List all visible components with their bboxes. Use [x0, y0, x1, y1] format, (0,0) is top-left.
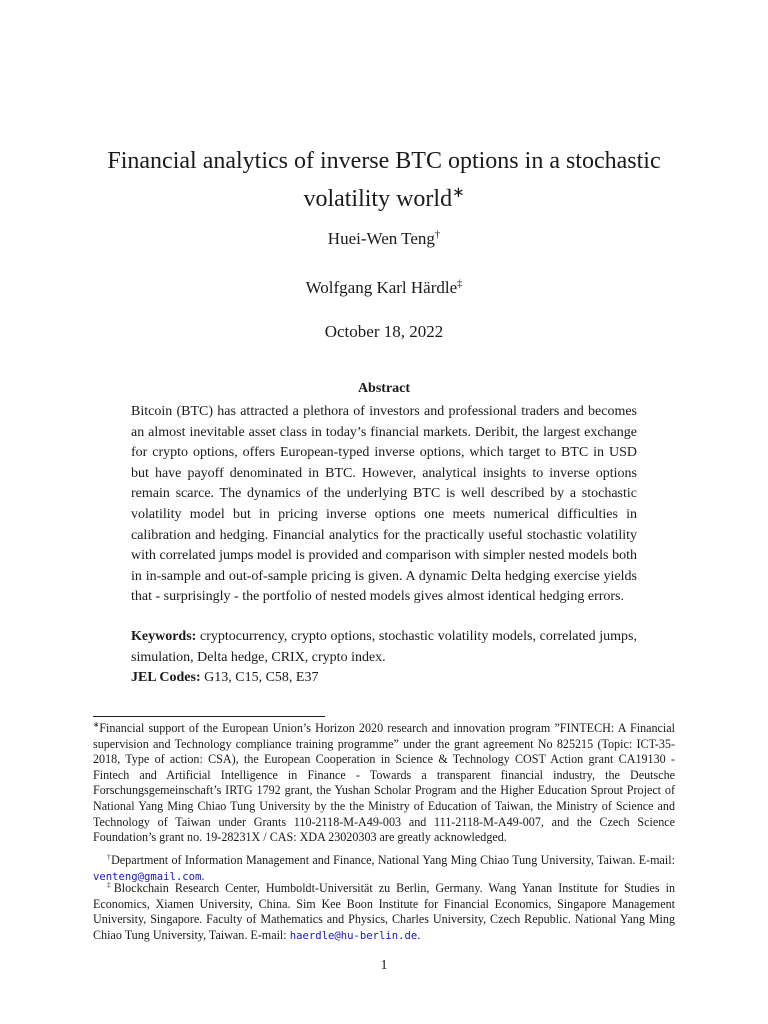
author-1-mark: † [434, 229, 441, 241]
jel-codes [131, 668, 637, 689]
author-1: Huei-Wen Teng† [327, 229, 441, 248]
footnote-rule [93, 716, 325, 717]
title-footnote-mark: ∗ [452, 185, 465, 201]
jel-text: G13, C15, C58, E37 [204, 670, 319, 685]
page-number: 1 [380, 958, 388, 973]
keywords-label: Keywords: [131, 629, 197, 644]
paper-date: October 18, 2022 [324, 322, 444, 341]
keywords [131, 627, 637, 668]
abstract-heading: Abstract [357, 381, 411, 396]
author-2: Wolfgang Karl Härdle‡ [305, 278, 463, 297]
footnote-author-2: ‡Blockchain Research Center, Humboldt-Universität zu Berlin, Germany. Wang Yanan Institute for Studies in Economics, Xiamen University, China. Sim Kee Boon Institute for Financial Economics, Singapore Management University, Singapore. Faculty of Mathematics and Physics, Charles University, Czech Republic. National Yang Ming Chiao Tung University, Taiwan. E-mail: haerdle@hu-berlin.de. [93, 879, 676, 942]
email-link-teng[interactable]: venteng@gmail.com [93, 870, 202, 883]
email-link-haerdle[interactable]: haerdle@hu-berlin.de [289, 929, 418, 942]
keywords-text: cryptocurrency, crypto options, stochastic volatility models, correlated jumps, simulation, Delta hedge, CRIX, crypto index. [131, 629, 638, 665]
footnote-funding: ∗Financial support of the European Union’s Horizon 2020 research and innovation program ”FINTECH: A Financial supervision and Technology compliance training programme” under the grant agreement No 825215 (Topic: ICT-35-2018, Type of action: CSA), the European Cooperation in Science & Technology COST Action grant CA19130 - Fintech and Artificial Intelligence in Finance - Towards a transparent financial industry, the Deutsche Forschungsgemeinschaft’s IRTG 1792 grant, the Yushan Scholar Program and the Higher Education Sprout Project of National Yang Ming Chiao Tung University by the the Ministry of Education of Taiwan, the Ministry of Science and Technology of Taiwan under Grants 110-2118-M-A49-003 and 111-2118-M-A49-007, and the Czech Science Foundation’s grant no. 19-28231X / CAS: XDA 23020303 are greatly acknowledged. [93, 719, 675, 845]
footnote-author-1: †Department of Information Management and Finance, National Yang Ming Chiao Tung University, Taiwan. E-mail: venteng@gmail.com. [93, 851, 676, 883]
author-2-mark: ‡ [457, 278, 463, 290]
abstract-text: Bitcoin (BTC) has attracted a plethora of investors and professional traders and becomes an almost inevitable asset class in today’s financial markets. Deribit, the largest exchange for crypto options, offers European-typed inverse options, which target to BTC in USD but have payoff denominated in BTC. However, analytical insights to inverse options remain scarce. The dynamics of the underlying BTC is well described by a stochastic volatility model but in pricing inverse options one meets numerical difficulties in calibration and hedging. Financial analytics for the practically useful stochastic volatility with correlated jumps model is provided and comparison with simpler nested models both in in-sample and out-of-sample pricing is given. A dynamic Delta hedging exercise yields that - surprisingly - the portfolio of nested models gives almost identical hedging errors. [131, 404, 637, 605]
jel-label: JEL Codes: [131, 670, 201, 685]
paper-title: Financial analytics of inverse BTC options in a stochastic volatility world∗ [107, 148, 661, 212]
